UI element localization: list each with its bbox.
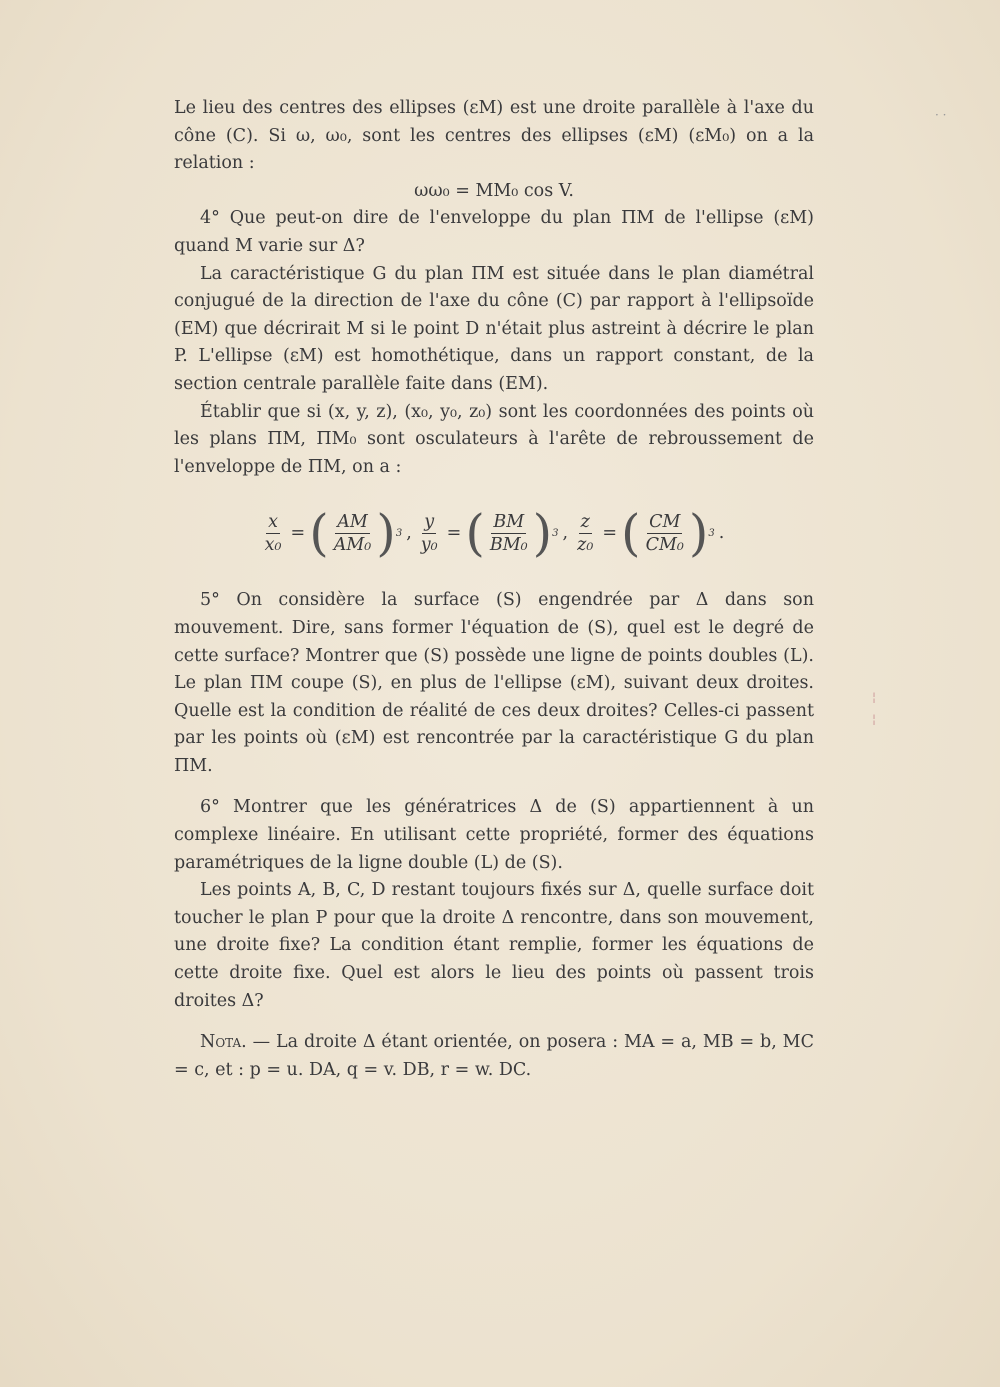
fraction-x	[263, 511, 284, 556]
nota	[174, 1029, 814, 1084]
fraction-am	[332, 511, 374, 556]
fraction-bm	[488, 511, 530, 556]
exponent: 3	[395, 527, 403, 539]
question-4: 4° Que peut-on dire de l'enveloppe du plan ΠM de l'ellipse (εM) quand M varie sur Δ?	[174, 208, 814, 256]
denominator-am0: AM₀	[333, 534, 372, 555]
numerator-am: AM	[337, 511, 368, 532]
numerator-x: x	[268, 511, 279, 532]
question-5: 5° On considère la surface (S) engendrée par Δ dans son mouvement. Dire, sans former l'équation de (S), quel est le degré de cette surface? Montrer que (S) possède une ligne de points doubles (L). Le plan ΠM coupe (S), en plus de l'ellipse (εM), suivant deux droites. Quelle est la condition de réalité de ces deux droites? Celles-ci passent par les points où (εM) est rencontrée par la caractéristique G du plan ΠM.	[174, 590, 814, 776]
exponent: 3	[552, 527, 559, 539]
exponent: 3	[708, 527, 715, 539]
nota-text: — La droite Δ étant orientée, on posera : MA = a, MB = b, MC = c, et : p = u. DA, q = v. DB, r = w. DC.	[174, 1032, 814, 1080]
denominator-cm0: CM₀	[645, 534, 684, 555]
fraction-z	[575, 511, 595, 556]
denominator-y0: y₀	[420, 534, 438, 555]
denominator-x0: x₀	[264, 534, 282, 555]
body-text	[174, 95, 814, 1084]
numerator-cm: CM	[649, 511, 681, 532]
paragraph-characteristic: La caractéristique G du plan ΠM est située dans le plan diamétral conjugué de la direction de l'axe du cône (C) par rapport à l'ellipsoïde (EM) que décrirait M si le point D n'était plus astreint à décrire le plan P. L'ellipse (εM) est homothétique, dans un rapport constant, de la section centrale parallèle faite dans (EM).	[174, 263, 814, 394]
numerator-bm: BM	[493, 511, 525, 532]
margin-tick: ¦	[872, 712, 877, 726]
nota-label: Nota.	[200, 1032, 247, 1053]
paragraph-fixed-line: Les points A, B, C, D restant toujours fixés sur Δ, quelle surface doit toucher le plan P pour que la droite Δ rencontre, dans son mouvement, une droite fixe? La condition étant remplie, former les équations de cette droite fixe. Quel est alors le lieu des points où passent trois droites Δ?	[174, 880, 814, 1011]
denominator-z0: z₀	[577, 534, 594, 555]
ratio-formula: $\frac{x}{\text{x₀}}$ = ( $\frac{AM}{\text{AM₀}}$ ) 3 , $\frac{y}{\text{y₀}}$ = ( $\frac{BM}{\text{BM₀}}$ ) 3 , $\frac{z}{\text{z₀}}$ = ( $\frac{CM}{\text{CM₀}}$ ) 3 .	[264, 504, 725, 563]
paragraph-establish: Établir que si (x, y, z), (x₀, y₀, z₀) sont les coordonnées des points où les plans ΠM, ΠM₀ sont osculateurs à l'arête de rebroussement de l'enveloppe de ΠM, on a :	[174, 401, 814, 477]
fraction-y	[419, 511, 440, 556]
numerator-y: y	[424, 511, 435, 532]
paragraph-ellipse-centers: Le lieu des centres des ellipses (εM) est une droite parallèle à l'axe du cône (C). Si ω, ω₀, sont les centres des ellipses (εM) (εM₀) on a la relation :	[174, 98, 814, 174]
relation-formula: ωω₀ = MM₀ cos V.	[414, 180, 574, 201]
margin-dots: · ·	[935, 108, 947, 122]
margin-tick: ¦	[872, 690, 877, 704]
question-6: 6° Montrer que les génératrices Δ de (S) appartiennent à un complexe linéaire. En utilisant cette propriété, former des équations paramétriques de la ligne double (L) de (S).	[174, 797, 814, 873]
denominator-bm0: BM₀	[489, 534, 528, 555]
fraction-cm	[644, 511, 686, 556]
numerator-z: z	[580, 511, 590, 532]
